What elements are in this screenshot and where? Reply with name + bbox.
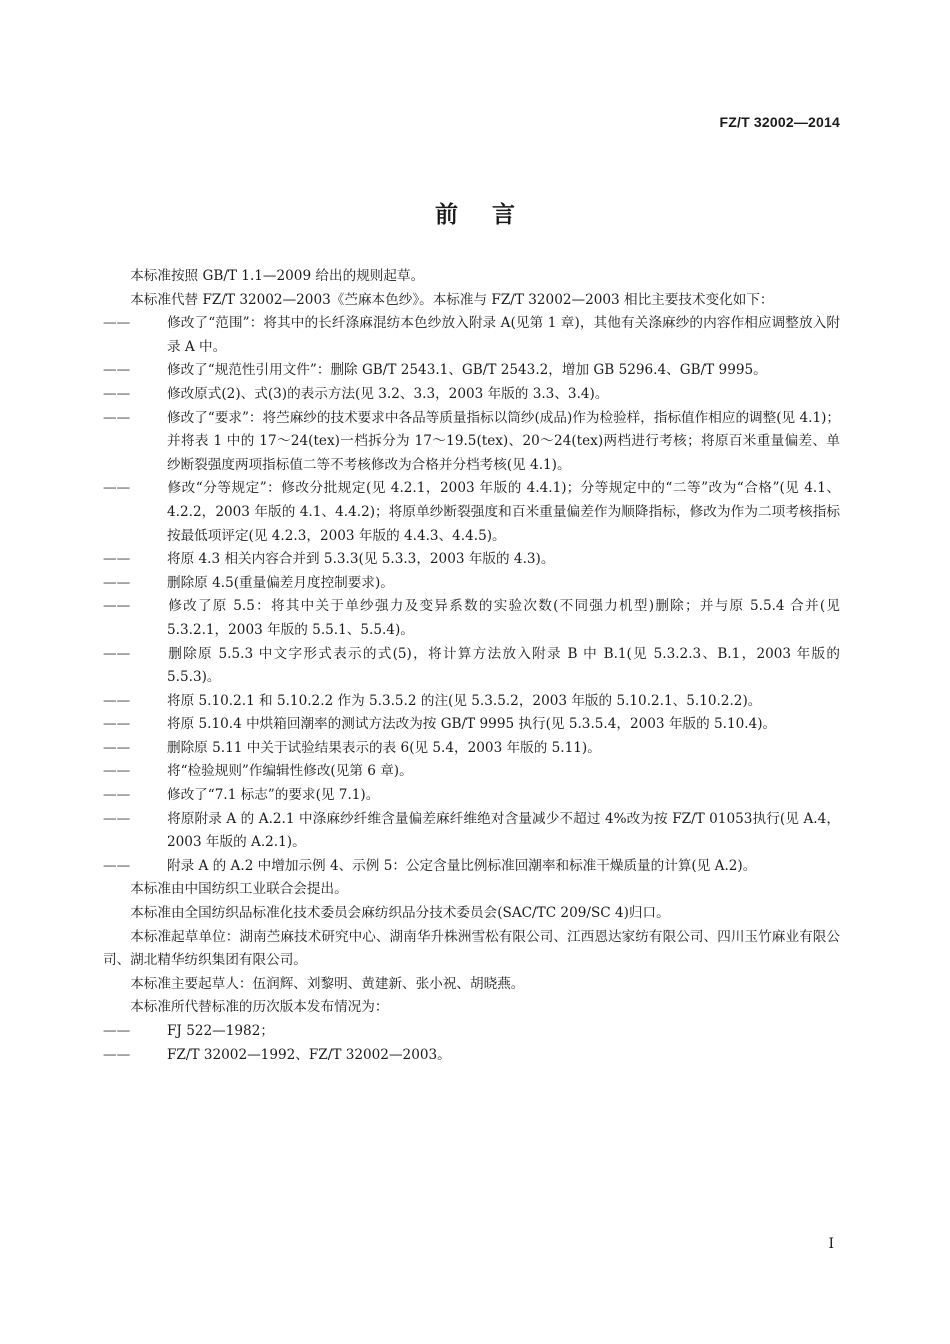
dash-marker: —— — [103, 645, 131, 662]
change-item — [103, 784, 840, 808]
page-title: 前言 — [435, 202, 549, 228]
dash-marker: —— — [103, 315, 131, 332]
paragraph: 本标准主要起草人：伍润辉、刘黎明、黄建新、张小祝、胡晓燕。 — [130, 975, 525, 992]
page-number: I — [828, 1236, 834, 1252]
change-item — [103, 737, 840, 761]
change-text: 修改原式(2)、式(3)的表示方法(见 3.2、3.3，2003 年版的 3.3、3.4)。 — [167, 385, 609, 402]
dash-marker: —— — [103, 763, 131, 780]
change-item — [103, 713, 840, 737]
dash-marker: —— — [103, 1046, 131, 1063]
dash-marker: —— — [103, 409, 131, 426]
dash-marker: —— — [103, 480, 131, 497]
paragraph: 本标准由全国纺织品标准化技术委员会麻纺织品分技术委员会(SAC/TC 209/SC 4)归口。 — [130, 905, 670, 922]
dash-marker: —— — [103, 810, 131, 827]
change-item — [103, 312, 840, 359]
change-text: 将原 5.10.2.1 和 5.10.2.2 作为 5.3.5.2 的注(见 5.3.5.2，2003 年版的 5.10.2.1、5.10.2.2)。 — [167, 692, 762, 709]
dash-marker: —— — [103, 857, 131, 874]
dash-marker: —— — [103, 692, 131, 709]
change-text: 删除原 4.5(重量偏差月度控制要求)。 — [167, 574, 394, 591]
dash-marker: —— — [103, 362, 131, 379]
change-text: 修改“分等规定”：修改分批规定(见 4.2.1，2003 年版的 4.4.1)；分等规定中的“二等”改为“合格”(见 4.1、4.2.2，2003 年版的 4.1、4.4.2)；将原单纱断裂强度和百米重量偏差作为顺降指标，修改为作为二项考核指标按最低项评定(见 4.2.3，2003 年版的 4.4.3、4.4.5)。 — [167, 480, 840, 544]
history-text: FJ 522—1982； — [167, 1023, 274, 1039]
dash-marker: —— — [103, 598, 131, 615]
change-item — [103, 548, 840, 572]
standard-number: FZ/T 32002—2014 — [719, 114, 840, 130]
history-item — [103, 1020, 840, 1044]
change-text: 修改了“7.1 标志”的要求(见 7.1)。 — [167, 787, 380, 804]
change-item — [103, 383, 840, 407]
paragraph: 本标准代替 FZ/T 32002—2003《苎麻本色纱》。本标准与 FZ/T 32002—2003 相比主要技术变化如下： — [130, 291, 774, 308]
change-text: 将原 5.10.4 中烘箱回潮率的测试方法改为按 GB/T 9995 执行(见 5.3.5.4，2003 年版的 5.10.4)。 — [167, 716, 777, 733]
change-text: 将“检验规则”作编辑性修改(见第 6 章)。 — [167, 763, 413, 780]
paragraph: 本标准由中国纺织工业联合会提出。 — [130, 881, 348, 898]
paragraph: 本标准起草单位：湖南苎麻技术研究中心、湖南华升株洲雪松有限公司、江西恩达家纺有限公司、四川玉竹麻业有限公司、湖北精华纺织集团有限公司。 — [103, 928, 840, 969]
change-item — [103, 407, 840, 478]
change-text: 修改了“规范性引用文件”：删除 GB/T 2543.1、GB/T 2543.2，增加 GB 5296.4、GB/T 9995。 — [167, 362, 767, 379]
change-text: 将原附录 A 的 A.2.1 中涤麻纱纤维含量偏差麻纤维绝对含量减少不超过 4%改为按 FZ/T 01053执行(见 A.4，2003 年版的 A.2.1)。 — [167, 810, 840, 851]
dash-marker: —— — [103, 1023, 131, 1039]
dash-marker: —— — [103, 551, 131, 568]
history-item — [103, 1044, 840, 1068]
change-text: 修改了“要求”：将苎麻纱的技术要求中各品等质量指标以筒纱(成品)作为检验样，指标值作相应的调整(见 4.1)；并将表 1 中的 17～24(tex)一档拆分为 17～19.5(tex)、20～24(tex)两档进行考核；将原百米重量偏差、单纱断裂强度两项指标值二等不考核修改为合格并分档考核(见 4.1)。 — [167, 409, 840, 473]
dash-marker: —— — [103, 716, 131, 733]
change-item — [103, 690, 840, 714]
change-item — [103, 595, 840, 642]
change-item — [103, 855, 840, 879]
change-item — [103, 808, 840, 855]
dash-marker: —— — [103, 385, 131, 402]
change-item — [103, 643, 840, 690]
dash-marker: —— — [103, 574, 131, 591]
change-item — [103, 477, 840, 548]
paragraph: 本标准所代替标准的历次版本发布情况为： — [130, 999, 389, 1016]
change-text: 修改了原 5.5：将其中关于单纱强力及变异系数的实验次数(不同强力机型)删除；并与原 5.5.4 合并(见 5.3.2.1，2003 年版的 5.5.1、5.5.4)。 — [167, 598, 840, 638]
change-text: 删除原 5.11 中关于试验结果表示的表 6(见 5.4，2003 年版的 5.11)。 — [167, 739, 601, 756]
change-text: 删除原 5.5.3 中文字形式表示的式(5)，将计算方法放入附录 B 中 B.1(见 5.3.2.3、B.1，2003 年版的 5.5.3)。 — [167, 645, 840, 686]
change-item — [103, 359, 840, 383]
history-text: FZ/T 32002—1992、FZ/T 32002—2003。 — [167, 1046, 451, 1063]
dash-marker: —— — [103, 787, 131, 804]
change-text: 附录 A 的 A.2 中增加示例 4、示例 5：公定含量比例标准回潮率和标准干燥质量的计算(见 A.2)。 — [167, 857, 757, 874]
change-item — [103, 760, 840, 784]
paragraph: 本标准按照 GB/T 1.1—2009 给出的规则起草。 — [130, 268, 425, 284]
change-text: 将原 4.3 相关内容合并到 5.3.3(见 5.3.3，2003 年版的 4.3)。 — [167, 551, 555, 568]
change-item — [103, 572, 840, 596]
foreword-body — [103, 265, 840, 1067]
change-text: 修改了“范围”：将其中的长纤涤麻混纺本色纱放入附录 A(见第 1 章)，其他有关涤麻纱的内容作相应调整放入附录 A 中。 — [167, 315, 840, 355]
dash-marker: —— — [103, 739, 131, 756]
